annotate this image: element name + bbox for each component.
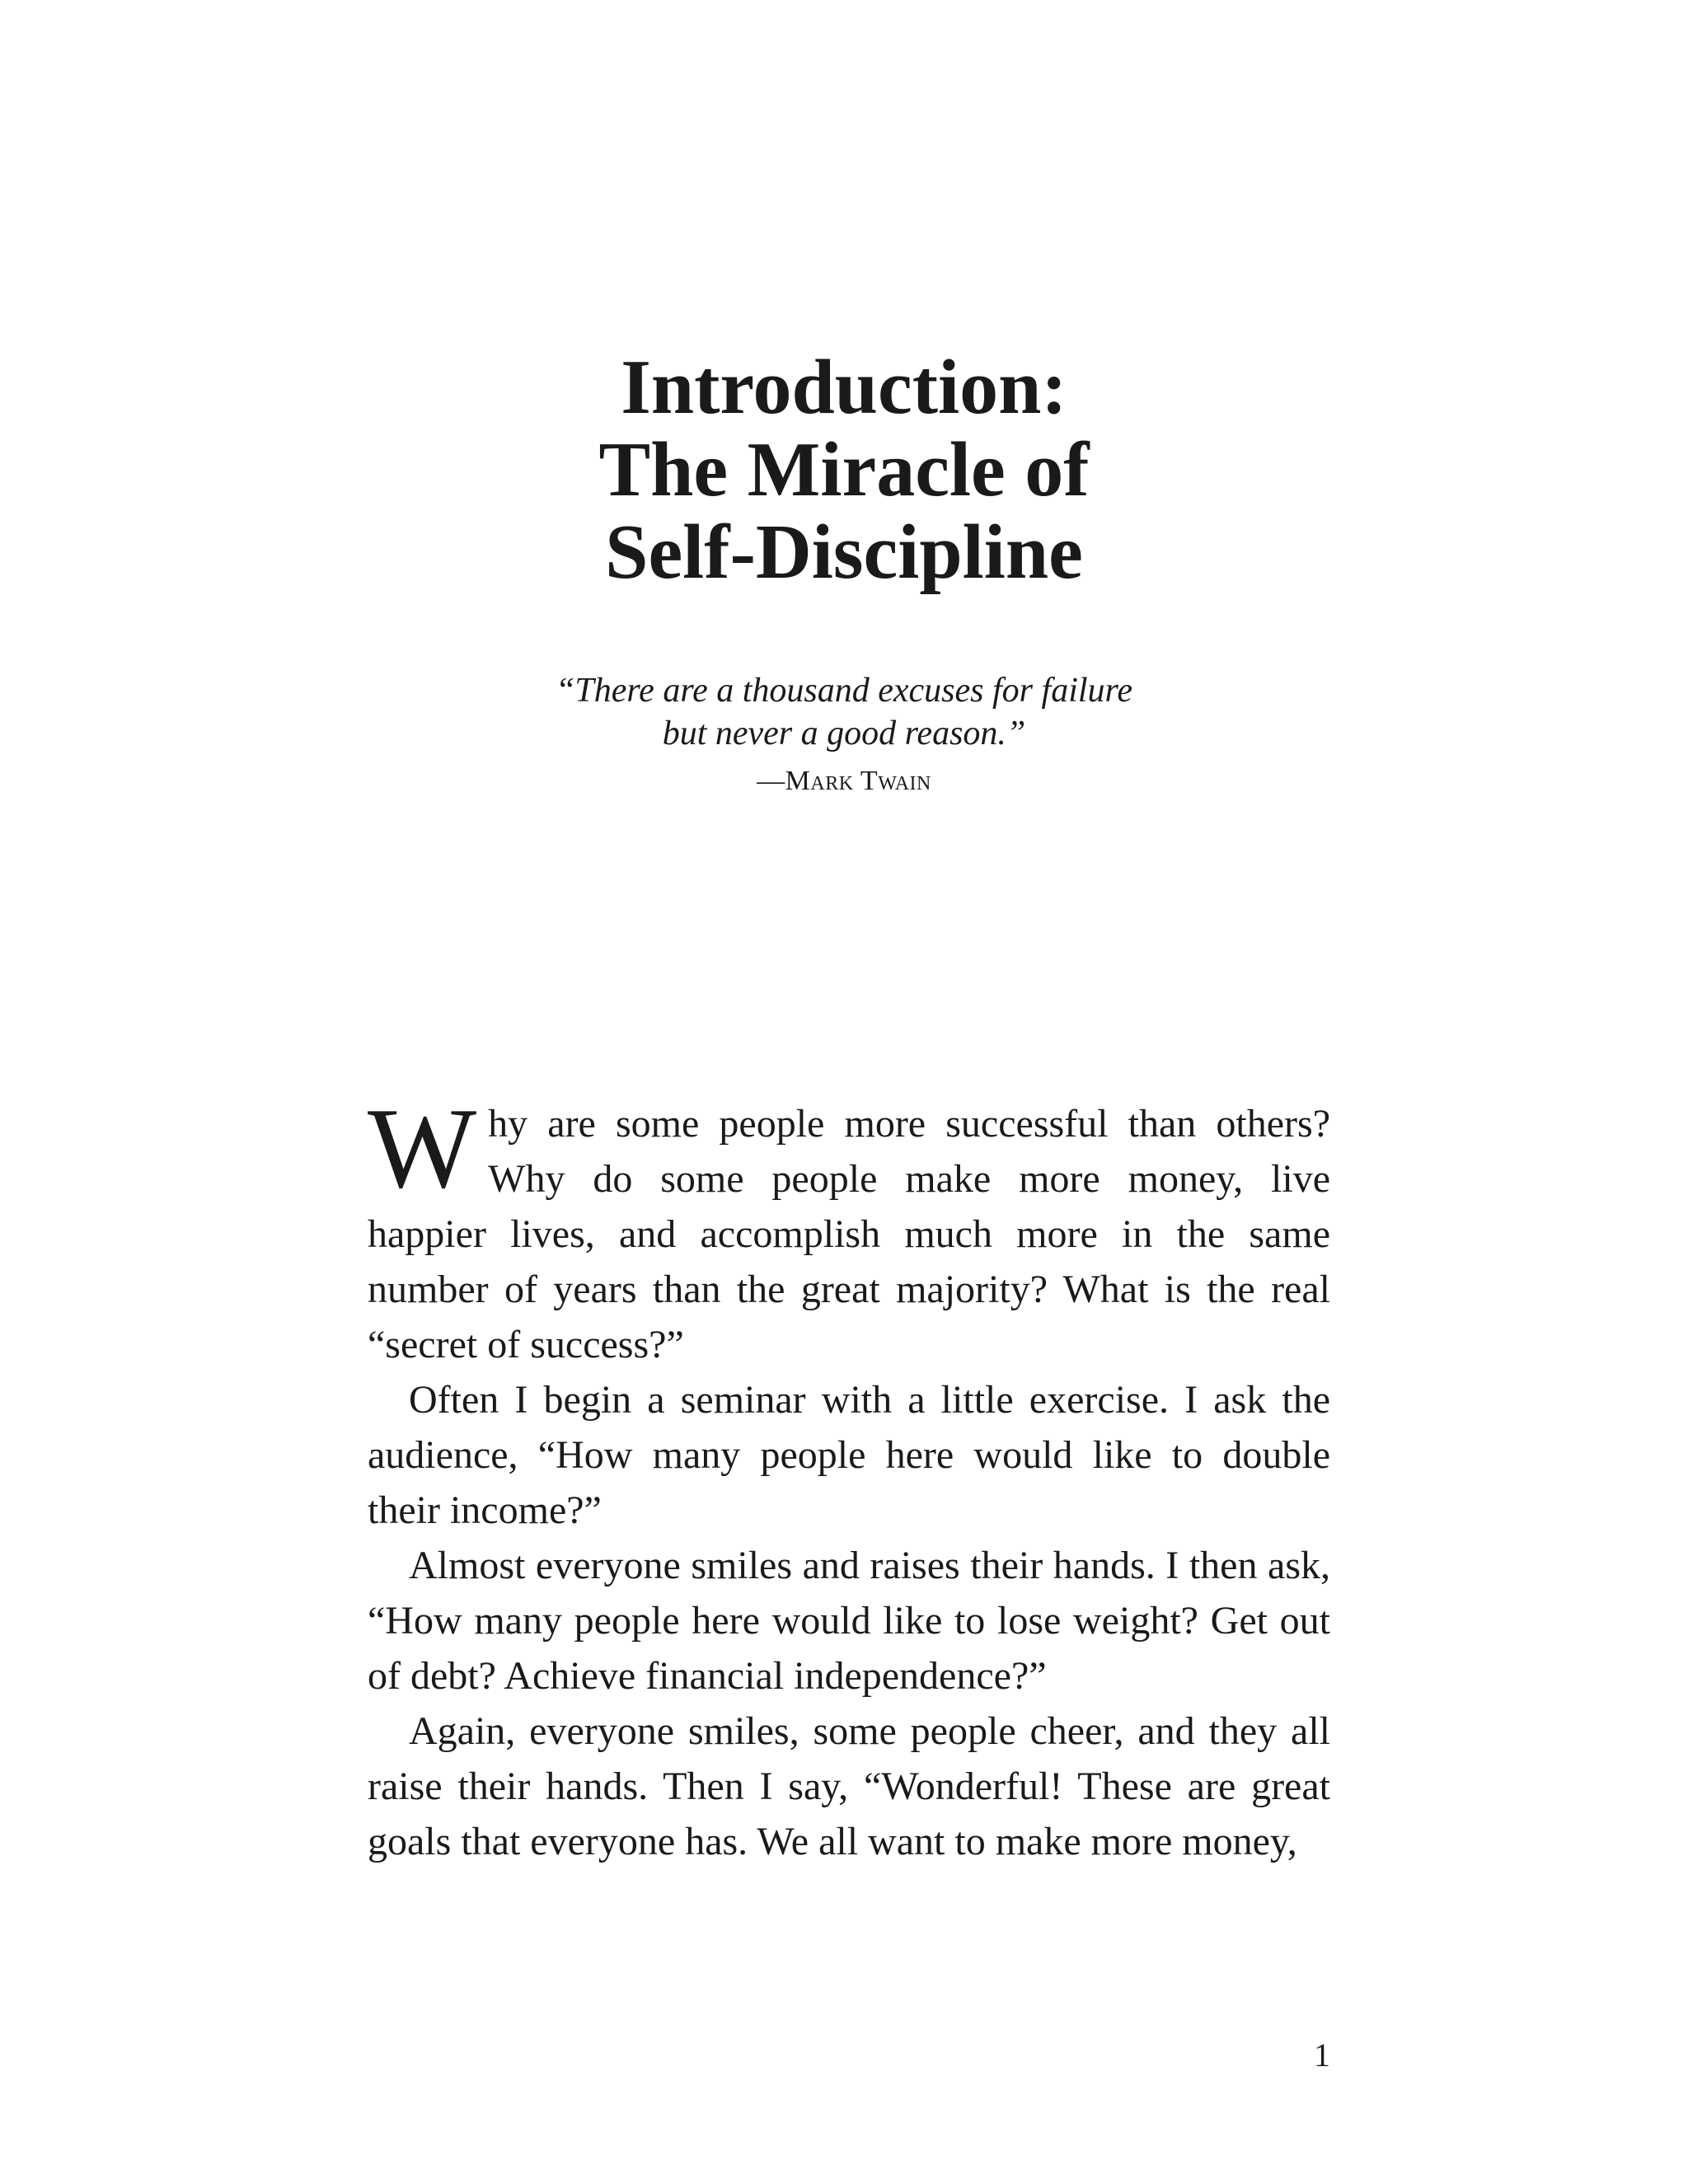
- paragraph-3: Almost everyone smiles and raises their hands. I then ask, “How many people here would like to lose weight? Get out of debt? Achieve financial independence?”: [368, 1544, 1330, 1698]
- epigraph-quote-line-2: but never a good reason.”: [662, 715, 1026, 752]
- drop-cap: W: [368, 1085, 477, 1212]
- chapter-title-line-1: Introduction:: [621, 344, 1067, 430]
- epigraph: [0, 669, 1688, 801]
- epigraph-attribution: —Mark Twain: [757, 766, 931, 796]
- paragraph-1: [368, 1085, 1330, 1372]
- chapter-title-line-2: The Miracle of: [598, 427, 1090, 513]
- epigraph-quote: [0, 669, 1688, 755]
- chapter-title: [0, 346, 1688, 593]
- chapter-title-line-3: Self-Discipline: [605, 509, 1083, 595]
- paragraph-2: Often I begin a seminar with a little exercise. I ask the audience, “How many people here would like to double their income?”: [368, 1378, 1330, 1532]
- paragraph-4: Again, everyone smiles, some people cheer, and they all raise their hands. Then I say, “Wonderful! These are great goals that everyone has. We all want to make more money,: [368, 1709, 1330, 1863]
- paragraph-1-text: hy are some people more successful than others? Why do some people make more money, live happier lives, and accomplish much more in the same number of years than the great majority? What is the real “secret of success?”: [368, 1102, 1330, 1366]
- body-text: [368, 1085, 1330, 1869]
- page-number: 1: [1314, 2036, 1330, 2074]
- epigraph-quote-line-1: “There are a thousand excuses for failure: [556, 672, 1132, 710]
